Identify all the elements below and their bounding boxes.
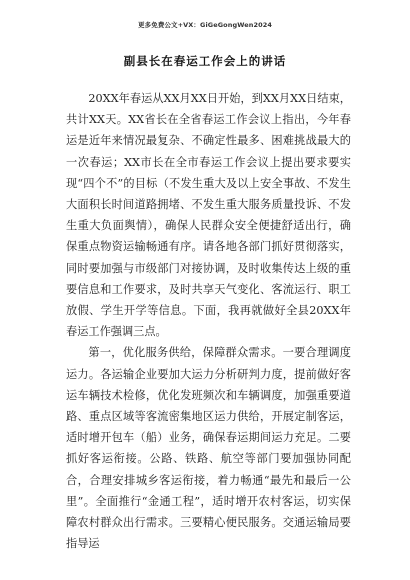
- page-title: 副县长在春运工作会上的讲话: [123, 54, 287, 68]
- paragraph-intro: 20XX年春运从XX月XX日开始，到XX月XX日结束，共计XX天。XX省长在全省春运工作会议上指出，今年春运是近年来情况最复杂、不确定性最多、困难挑战最大的一次春运；XX市长在全市春运工作会议上提出要求要实现“四个不”的目标（不发生重大及以上安全事故、不发生大面积长时间道路拥堵、不发生重大服务质量投诉、不发生重大负面舆情），确保人民群众安全便捷舒适出行，确保重点物资运输畅通有序。请各地各部门抓好贯彻落实，同时要加强与市级部门对接协调，及时收集传达上级的重要信息和工作要求，及时共享天气变化、客流运行、职工放假、学生开学等信息。下面，我再就做好全县20XX年春运工作强调三点。: [66, 92, 351, 339]
- paragraph-first-point: 第一，优化服务供给，保障群众需求。一要合理调度运力。各运输企业要加大运力分析研判力度，提前做好客运车辆技术检修，优化发班频次和车辆调度，加强重要道路、重点区域等客流密集地区运力供给，开展定制客运，适时增开包车（船）业务，确保春运期间运力充足。二要抓好客运衔接。公路、铁路、航空等部门要加强协同配合，合理安排城乡客运衔接，着力畅通“最先和最后一公里”。全面推行“金通工程”，适时增开农村客运，切实保障农村群众出行需求。三要精心便民服务。交通运输局要指导运: [66, 346, 351, 551]
- document-body: [66, 88, 351, 554]
- header-note: 更多免费公文+VX：GiGeGongWen2024: [138, 21, 272, 29]
